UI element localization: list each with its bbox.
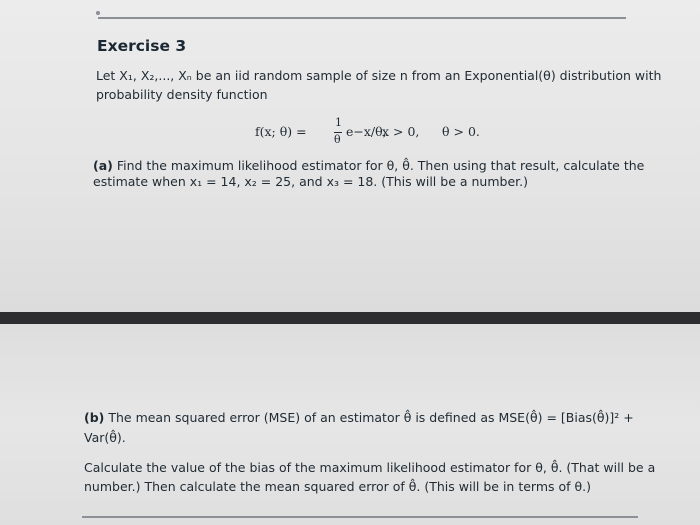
part-b-text: The mean squared error (MSE) of an estimator θ̂ is defined as MSE(θ̂) = [Bias(θ̂)]² +: [104, 410, 634, 425]
part-b-line-2: Var(θ̂).: [84, 430, 126, 445]
part-b-line-4: number.) Then calculate the mean squared error of θ̂. (This will be in terms of θ.): [84, 479, 592, 494]
bottom-rule: [82, 516, 638, 518]
intro-line-2: probability density function: [96, 87, 268, 102]
part-b-line-1: [84, 410, 634, 426]
part-a-label: (a): [93, 158, 113, 173]
formula-lhs: f(x; θ) =: [255, 124, 307, 139]
formula-condition-theta: θ > 0.: [442, 124, 480, 139]
part-a-line-1: [93, 158, 644, 174]
formula-exponential: e−x/θ,: [346, 124, 387, 139]
pdf-formula: [255, 113, 515, 147]
intro-line-1: Let X₁, X₂,..., Xₙ be an iid random sample of size n from an Exponential(θ) distribution with: [96, 68, 662, 83]
bullet-dot: [96, 11, 100, 15]
part-a-line-2: estimate when x₁ = 14, x₂ = 25, and x₃ = 18. (This will be a number.): [93, 174, 528, 189]
page-gap: [0, 312, 700, 324]
formula-fraction-denominator: θ: [334, 133, 341, 146]
formula-condition-x: x > 0,: [382, 124, 420, 139]
part-a-text: Find the maximum likelihood estimator for θ, θ̂. Then using that result, calculate the: [112, 158, 645, 173]
exercise-title: Exercise 3: [97, 37, 187, 55]
part-b-label: (b): [84, 410, 105, 425]
formula-fraction-numerator: 1: [335, 116, 342, 129]
part-b-line-3: Calculate the value of the bias of the maximum likelihood estimator for θ, θ̂. (That will be a: [84, 460, 656, 475]
top-rule: [98, 17, 626, 19]
